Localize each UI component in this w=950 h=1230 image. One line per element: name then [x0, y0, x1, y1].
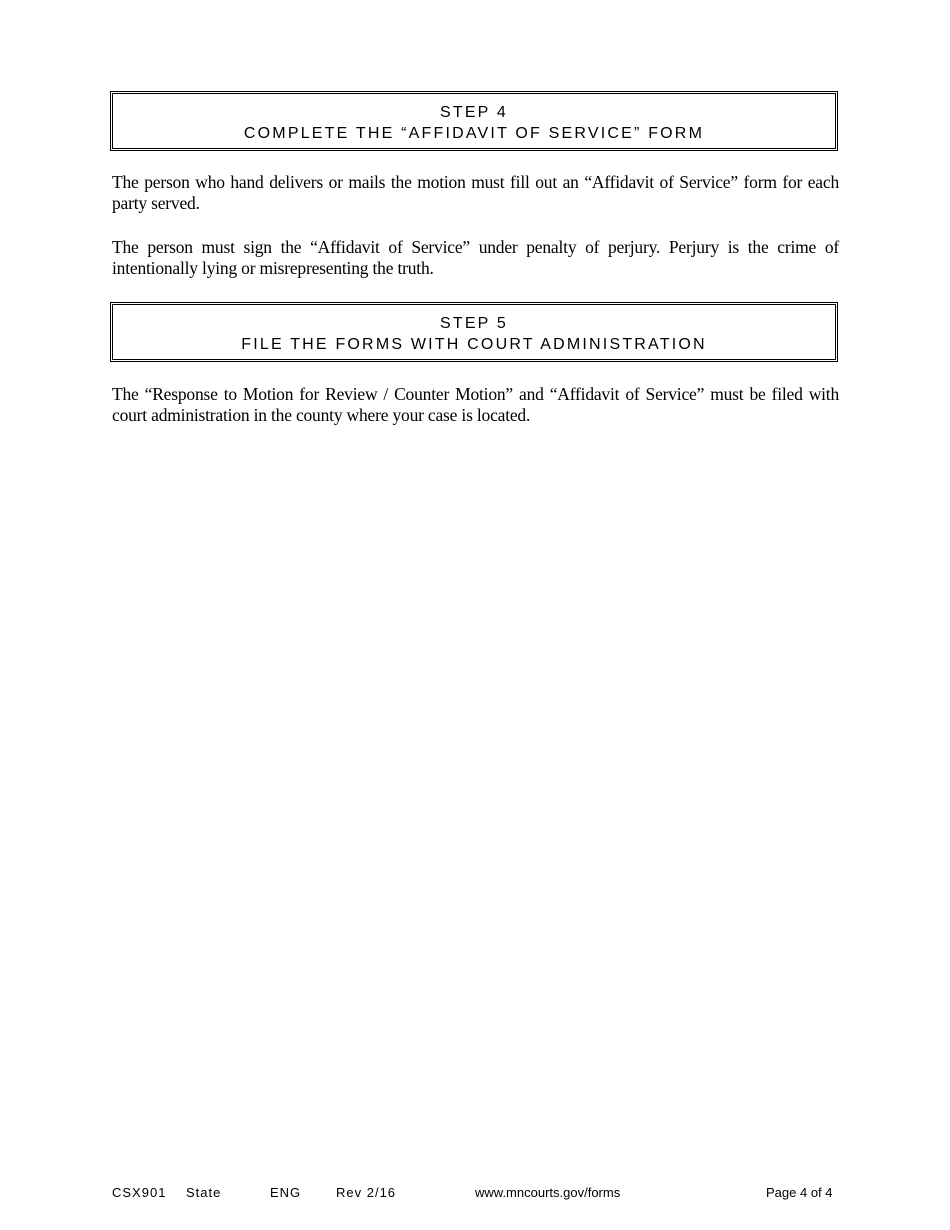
footer-language: ENG: [270, 1185, 302, 1200]
step-5-number: STEP 5: [439, 315, 509, 332]
footer-form-code: CSX901: [112, 1185, 167, 1200]
step-4-number: STEP 4: [439, 104, 509, 121]
step-5-title: FILE THE FORMS WITH COURT ADMINISTRATION: [241, 336, 707, 353]
step-4-paragraph-1: The person who hand delivers or mails the motion must fill out an “Affidavit of Service” form for each party served.: [112, 172, 839, 213]
footer-url: www.mncourts.gov/forms: [475, 1185, 621, 1200]
footer-revision: Rev 2/16: [336, 1185, 397, 1200]
step-4-paragraph-2: The person must sign the “Affidavit of Service” under penalty of perjury. Perjury is the crime of intentionally lying or misrepresenting the truth.: [112, 237, 839, 278]
page-footer: [0, 1185, 950, 1203]
step-5-header-box: [110, 302, 838, 362]
footer-page-number: Page 4 of 4: [766, 1185, 833, 1200]
step-5-paragraph-1: The “Response to Motion for Review / Counter Motion” and “Affidavit of Service” must be filed with court administration in the county where your case is located.: [112, 384, 839, 425]
footer-jurisdiction: State: [186, 1185, 222, 1200]
step-4-title: COMPLETE THE “AFFIDAVIT OF SERVICE” FORM: [243, 125, 705, 142]
step-4-header-box: [110, 91, 838, 151]
